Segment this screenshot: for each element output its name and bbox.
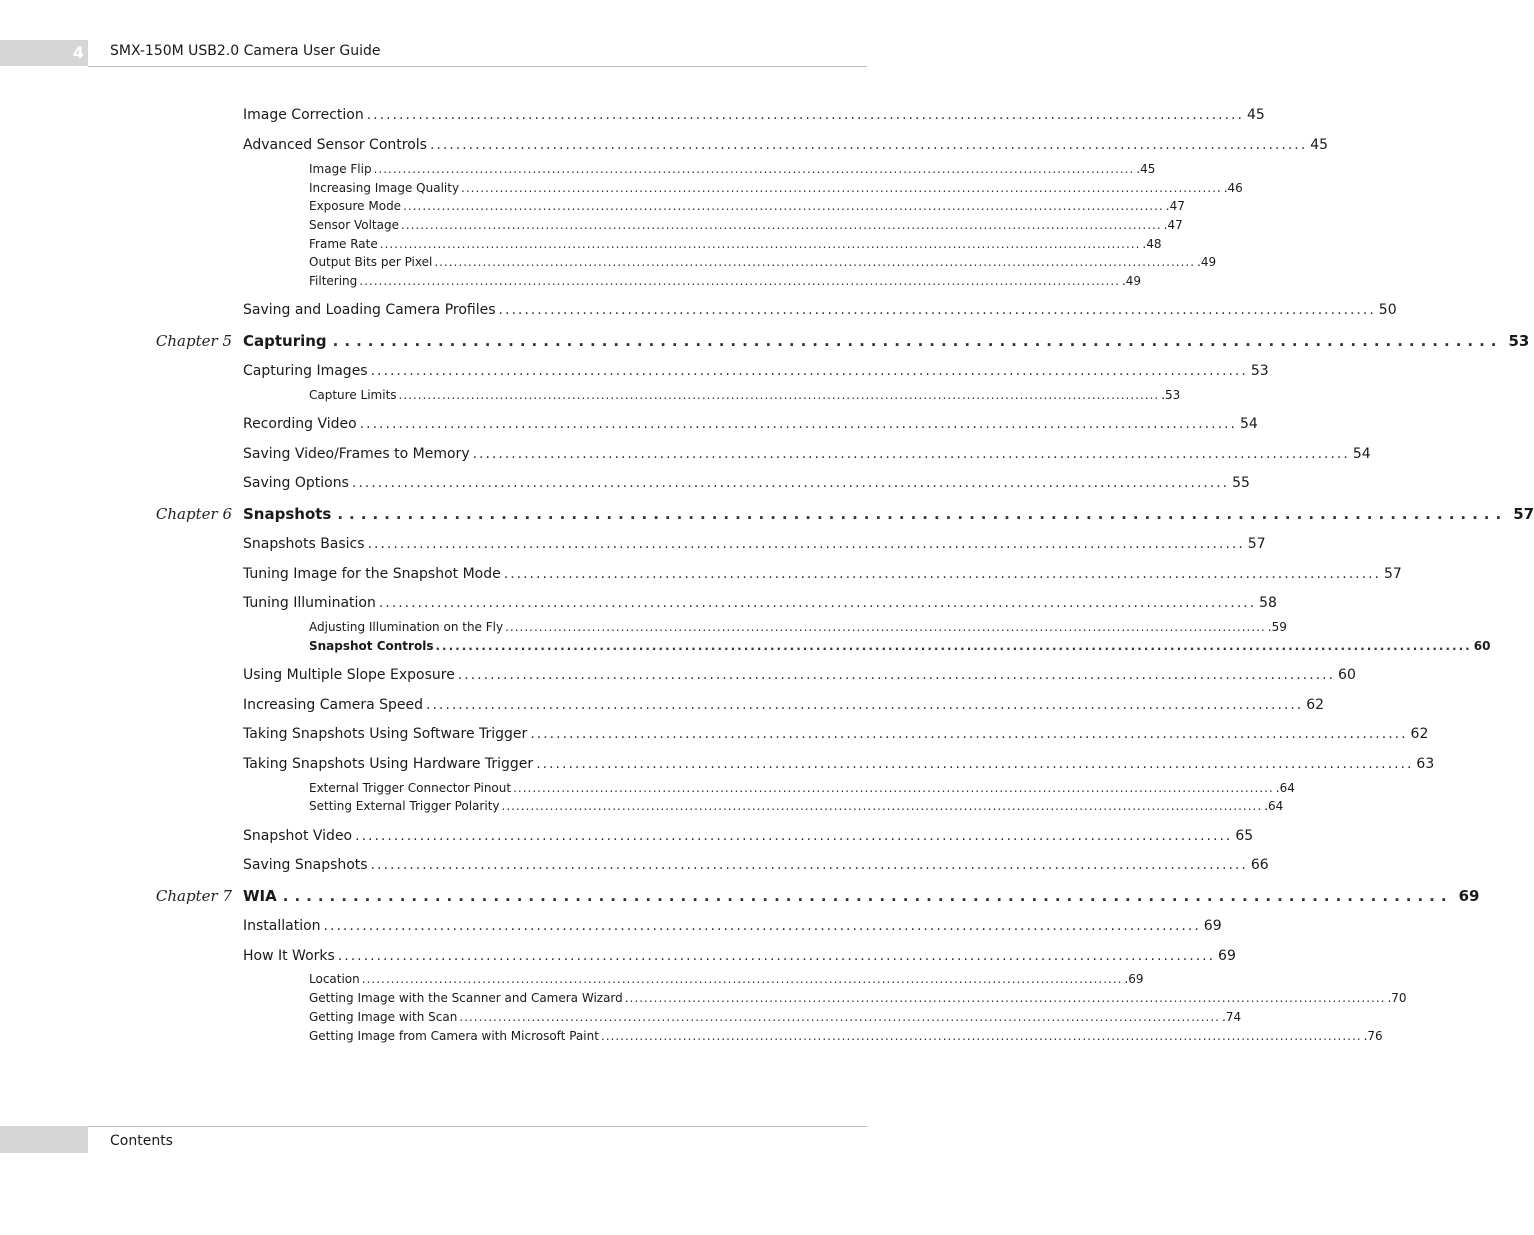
footer-tab	[0, 1126, 88, 1153]
dot-leader: ..............................................................................................................................................................	[373, 162, 1135, 176]
toc-entry[interactable]: Tuning Illumination ........................................................................................................................................ 58	[243, 595, 1277, 611]
dot-leader: ........................................................................................................................................	[378, 595, 1257, 611]
toc-entry[interactable]: How It Works ........................................................................................................................................ 69	[243, 948, 1236, 964]
toc-subentry[interactable]: Getting Image with the Scanner and Camera Wizard .............................................................................................................................................................. .70	[309, 991, 1407, 1005]
toc-entry[interactable]: Recording Video ........................................................................................................................................ 54	[243, 416, 1258, 432]
toc-entry[interactable]: Tuning Image for the Snapshot Mode ........................................................................................................................................ 57	[243, 566, 1402, 582]
dot-leader: ..............................................................................................................................................................	[461, 181, 1222, 195]
toc-subentry[interactable]: Capture Limits .............................................................................................................................................................. .53	[309, 388, 1181, 402]
dot-leader: ..............................................................................................................................................................	[505, 620, 1266, 634]
dot-leader: ..............................................................................................................................................................	[459, 1010, 1220, 1024]
chapter-label: Chapter 5	[155, 332, 232, 350]
toc-subentry[interactable]: Getting Image with Scan .............................................................................................................................................................. .74	[309, 1010, 1242, 1024]
dot-leader: ........................................................................................................................................	[351, 475, 1230, 491]
dot-leader: ........................................................................................................................................	[530, 726, 1408, 742]
dot-leader: ........................................................................................................................................	[370, 857, 1248, 873]
dot-leader: ........................................................................................................................................	[359, 416, 1237, 432]
toc-subentry[interactable]: Adjusting Illumination on the Fly .............................................................................................................................................................. .59	[309, 620, 1287, 634]
dot-leader: ....................................................................................................	[282, 887, 1453, 905]
toc-entry[interactable]: Saving Options ........................................................................................................................................ 55	[243, 475, 1250, 491]
footer-rule	[88, 1126, 867, 1127]
chapter-label: Chapter 7	[155, 887, 232, 905]
page-number: 4	[72, 43, 84, 62]
dot-leader: ..............................................................................................................................................................	[434, 255, 1196, 269]
dot-leader: ..............................................................................................................................................................	[359, 274, 1120, 288]
toc-subentry[interactable]: Filtering .............................................................................................................................................................. .49	[309, 274, 1142, 288]
dot-leader: ........................................................................................................................................	[429, 137, 1308, 153]
dot-leader: ........................................................................................................................................	[370, 363, 1248, 379]
toc-entry[interactable]: Taking Snapshots Using Software Trigger ........................................................................................................................................ 62	[243, 726, 1429, 742]
chapter-entry[interactable]: Capturing .................................................................................................... 53	[243, 332, 1530, 350]
dot-leader: ........................................................................................................................................	[498, 302, 1376, 318]
toc-entry[interactable]: Increasing Camera Speed ........................................................................................................................................ 62	[243, 697, 1325, 713]
toc-subentry-bold[interactable]: Snapshot Controls .............................................................................................................................................................. 60	[309, 639, 1491, 653]
toc-entry[interactable]: Snapshot Video ........................................................................................................................................ 65	[243, 828, 1254, 844]
toc-subentry[interactable]: Getting Image from Camera with Microsoft Paint .............................................................................................................................................................. .76	[309, 1029, 1383, 1043]
toc-entry[interactable]: Saving and Loading Camera Profiles ........................................................................................................................................ 50	[243, 302, 1397, 318]
dot-leader: ..............................................................................................................................................................	[513, 781, 1274, 795]
dot-leader: ..............................................................................................................................................................	[624, 991, 1386, 1005]
toc-subentry[interactable]: Exposure Mode .............................................................................................................................................................. .47	[309, 199, 1185, 213]
dot-leader: ..............................................................................................................................................................	[400, 218, 1162, 232]
toc-entry[interactable]: Using Multiple Slope Exposure ........................................................................................................................................ 60	[243, 667, 1356, 683]
toc-entry[interactable]: Snapshots Basics ........................................................................................................................................ 57	[243, 536, 1266, 552]
document-title: SMX-150M USB2.0 Camera User Guide	[110, 43, 381, 59]
dot-leader: ..............................................................................................................................................................	[600, 1029, 1362, 1043]
dot-leader: ..............................................................................................................................................................	[379, 237, 1141, 251]
toc-subentry[interactable]: External Trigger Connector Pinout .............................................................................................................................................................. .64	[309, 781, 1295, 795]
toc-subentry[interactable]: Location .............................................................................................................................................................. .69	[309, 972, 1144, 986]
toc-subentry[interactable]: Increasing Image Quality .............................................................................................................................................................. .46	[309, 181, 1243, 195]
dot-leader: ..............................................................................................................................................................	[403, 199, 1164, 213]
dot-leader: ..............................................................................................................................................................	[361, 972, 1123, 986]
toc-entry[interactable]: Advanced Sensor Controls ........................................................................................................................................ 45	[243, 137, 1329, 153]
toc-subentry[interactable]: Output Bits per Pixel .............................................................................................................................................................. .49	[309, 255, 1217, 269]
dot-leader: ........................................................................................................................................	[472, 446, 1350, 462]
header-rule	[88, 66, 867, 67]
dot-leader: ..............................................................................................................................................................	[398, 388, 1160, 402]
dot-leader: ....................................................................................................	[337, 505, 1508, 523]
dot-leader: ........................................................................................................................................	[367, 536, 1245, 552]
dot-leader: ........................................................................................................................................	[426, 697, 1304, 713]
toc-entry[interactable]: Saving Snapshots ........................................................................................................................................ 66	[243, 857, 1269, 873]
dot-leader: ..............................................................................................................................................................	[501, 799, 1263, 813]
toc-subentry[interactable]: Setting External Trigger Polarity .............................................................................................................................................................. .64	[309, 799, 1284, 813]
chapter-entry[interactable]: WIA .................................................................................................... 69	[243, 887, 1480, 905]
dot-leader: ........................................................................................................................................	[503, 566, 1381, 582]
toc-entry[interactable]: Image Correction ........................................................................................................................................ 45	[243, 107, 1265, 123]
toc-entry[interactable]: Taking Snapshots Using Hardware Trigger ........................................................................................................................................ 63	[243, 756, 1435, 772]
toc-subentry[interactable]: Image Flip .............................................................................................................................................................. .45	[309, 162, 1156, 176]
dot-leader: ........................................................................................................................................	[457, 667, 1336, 683]
dot-leader: ........................................................................................................................................	[366, 107, 1244, 123]
chapter-entry[interactable]: Snapshots .................................................................................................... 57	[243, 505, 1534, 523]
dot-leader: ........................................................................................................................................	[337, 948, 1216, 964]
toc-subentry[interactable]: Frame Rate .............................................................................................................................................................. .48	[309, 237, 1162, 251]
dot-leader: ....................................................................................................	[332, 332, 1503, 350]
toc-entry[interactable]: Saving Video/Frames to Memory ........................................................................................................................................ 54	[243, 446, 1371, 462]
dot-leader: ..............................................................................................................................................................	[435, 639, 1472, 653]
toc-subentry[interactable]: Sensor Voltage .............................................................................................................................................................. .47	[309, 218, 1183, 232]
footer-section-title: Contents	[110, 1133, 173, 1149]
dot-leader: ........................................................................................................................................	[323, 918, 1201, 934]
dot-leader: ........................................................................................................................................	[355, 828, 1233, 844]
chapter-label: Chapter 6	[155, 505, 232, 523]
dot-leader: ........................................................................................................................................	[536, 756, 1414, 772]
toc-entry[interactable]: Installation ........................................................................................................................................ 69	[243, 918, 1222, 934]
toc-entry[interactable]: Capturing Images ........................................................................................................................................ 53	[243, 363, 1269, 379]
